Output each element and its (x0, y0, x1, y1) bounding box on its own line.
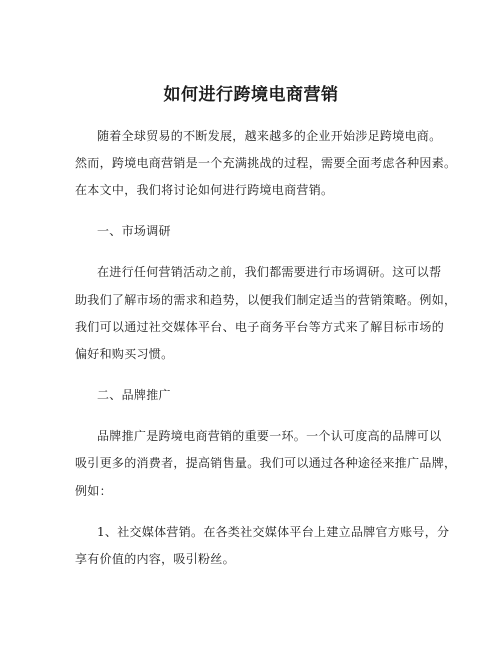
list-item-line: 享有价值的内容，吸引粉丝。 (75, 552, 235, 566)
paragraph-line: 然而，跨境电商营销是一个充满挑战的过程，需要全面考虑各种因素。 (75, 156, 457, 170)
paragraph-line: 吸引更多的消费者，提高销售量。我们可以通过各种途径来推广品牌， (75, 456, 457, 470)
paragraph-line: 例如： (75, 484, 112, 498)
paragraph-line: 随着全球贸易的不断发展，越来越多的企业开始涉足跨境电商。 (97, 129, 442, 143)
paragraph-line: 助我们了解市场的需求和趋势，以便我们制定适当的营销策略。例如， (75, 293, 457, 307)
paragraph-line: 品牌推广是跨境电商营销的重要一环。一个认可度高的品牌可以 (97, 429, 442, 443)
section-heading: 二、品牌推广 (97, 388, 171, 402)
paragraph-line: 偏好和购买习惯。 (75, 347, 174, 361)
paragraph-line: 在进行任何营销活动之前，我们都需要进行市场调研。这可以帮 (97, 265, 442, 279)
paragraph-line: 我们可以通过社交媒体平台、电子商务平台等方式来了解目标市场的 (75, 320, 445, 334)
document-title: 如何进行跨境电商营销 (163, 85, 339, 105)
section-heading: 一、市场调研 (97, 224, 171, 238)
paragraph-line: 在本文中，我们将讨论如何进行跨境电商营销。 (75, 183, 334, 197)
list-item-line: 1、社交媒体营销。在各类社交媒体平台上建立品牌官方账号，分 (97, 525, 450, 539)
